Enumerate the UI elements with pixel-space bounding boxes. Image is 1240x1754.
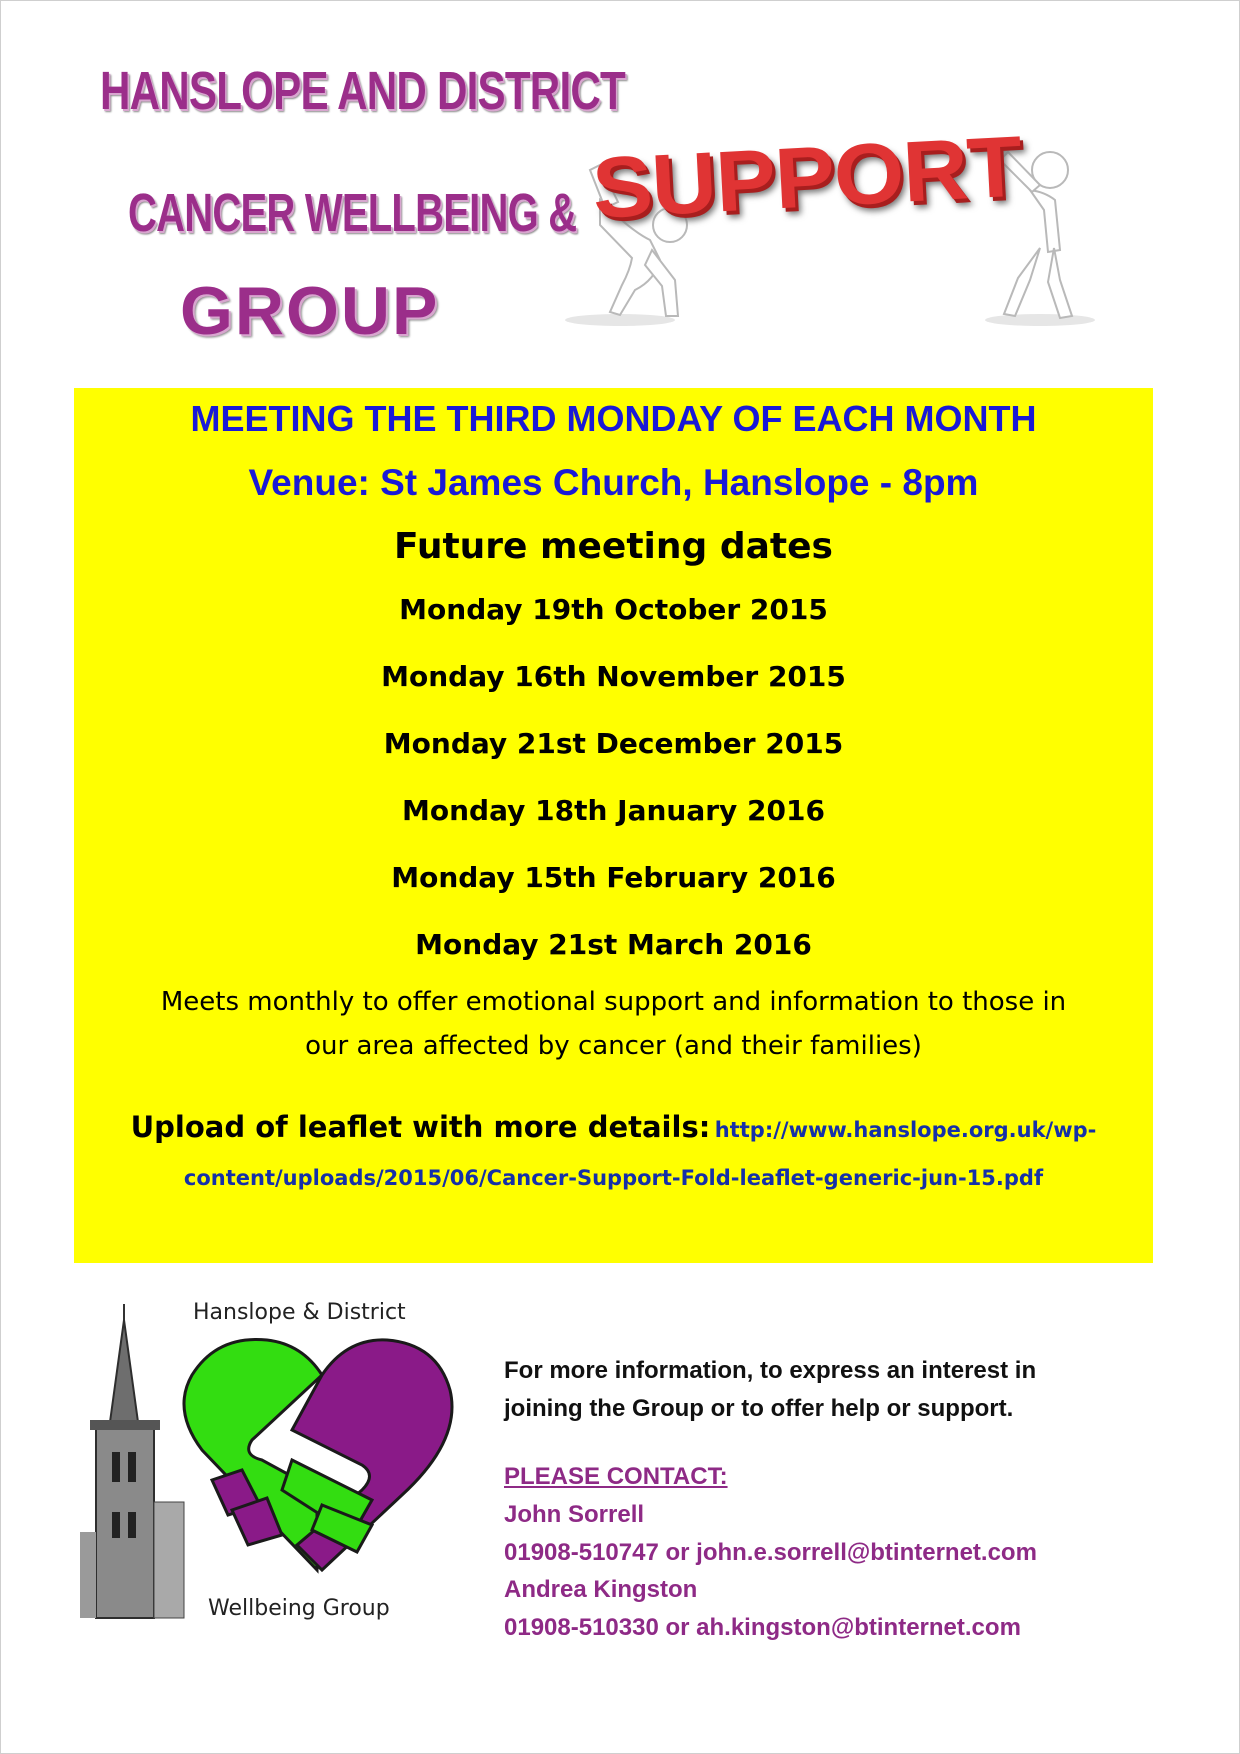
info-line-2: joining the Group or to offer help or support. [504,1395,1014,1422]
info-line-1: For more information, to express an interest in [504,1357,1037,1384]
venue-line: Venue: St James Church, Hanslope - 8pm [248,462,979,503]
meeting-date: Monday 16th November 2015 [381,660,846,693]
logo-bottom-text: Wellbeing Group [208,1596,390,1621]
meeting-date: Monday 21st March 2016 [415,928,812,961]
contact-detail-2[interactable]: 01908-510330 or ah.kingston@btinternet.com [504,1614,1021,1641]
contact-detail-1[interactable]: 01908-510747 or john.e.sorrell@btinternet.com [504,1539,1037,1566]
contact-name-2: Andrea Kingston [504,1576,698,1603]
support-word-graphic: SUPPORT [590,118,1024,237]
meeting-date: Monday 18th January 2016 [402,794,825,827]
header-title-line-3: GROUP [180,273,440,349]
header-title-line-1: HANSLOPE AND DISTRICT [100,61,625,121]
header-title-line-2: CANCER WELLBEING & [128,183,577,243]
future-dates-title: Future meeting dates [394,526,833,567]
logo-top-text: Hanslope & District [193,1300,406,1325]
meeting-date: Monday 15th February 2016 [391,861,836,894]
description-line-1: Meets monthly to offer emotional support and information to those in [160,987,1067,1017]
upload-link-part-1[interactable]: http://www.hanslope.org.uk/wp- [714,1118,1097,1142]
meeting-headline: MEETING THE THIRD MONDAY OF EACH MONTH [190,398,1037,439]
upload-label: Upload of leaflet with more details: [130,1110,711,1144]
contact-name-1: John Sorrell [504,1501,645,1528]
upload-link-part-2[interactable]: content/uploads/2015/06/Cancer-Support-Fold-leaflet-generic-jun-15.pdf [183,1166,1044,1190]
meeting-date: Monday 21st December 2015 [383,727,844,760]
handshake-heart-logo [172,1330,462,1580]
contact-heading: PLEASE CONTACT: [504,1463,728,1490]
meeting-date: Monday 19th October 2015 [399,593,828,626]
description-line-2: our area affected by cancer (and their families) [305,1031,922,1061]
upload-row [74,1110,1153,1144]
